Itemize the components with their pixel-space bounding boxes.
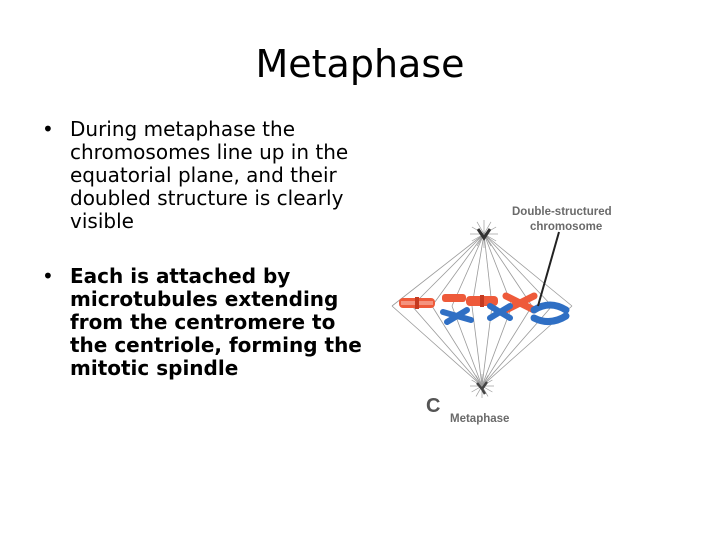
spindle-fiber [392, 234, 484, 306]
bullet-marker: • [42, 264, 54, 288]
red-chromosome [399, 297, 435, 309]
bullet-marker: • [42, 117, 54, 141]
bullet-item [40, 118, 370, 233]
chromosome-label-line2: chromosome [530, 221, 603, 233]
label-pointer-line [538, 232, 559, 306]
slide-title: Metaphase [255, 42, 465, 86]
bullet-list [40, 118, 370, 412]
metaphase-illustration [372, 188, 654, 438]
chromosome-label-line1: Double-structured [512, 206, 612, 218]
bullet-text: Each is attached by microtubules extending from the centromere to the centriole, forming the mitotic spindle [70, 264, 362, 380]
metaphase-diagram [372, 188, 654, 438]
figure-caption: Metaphase [450, 413, 510, 425]
bullet-text: During metaphase the chromosomes line up in the equatorial plane, and their doubled structure is clearly visible [70, 117, 349, 233]
red-chromosome [442, 294, 466, 302]
bullet-item [40, 265, 370, 380]
blue-chromosome [534, 305, 566, 322]
spindle-fiber [472, 306, 482, 386]
panel-letter: C [426, 395, 441, 417]
